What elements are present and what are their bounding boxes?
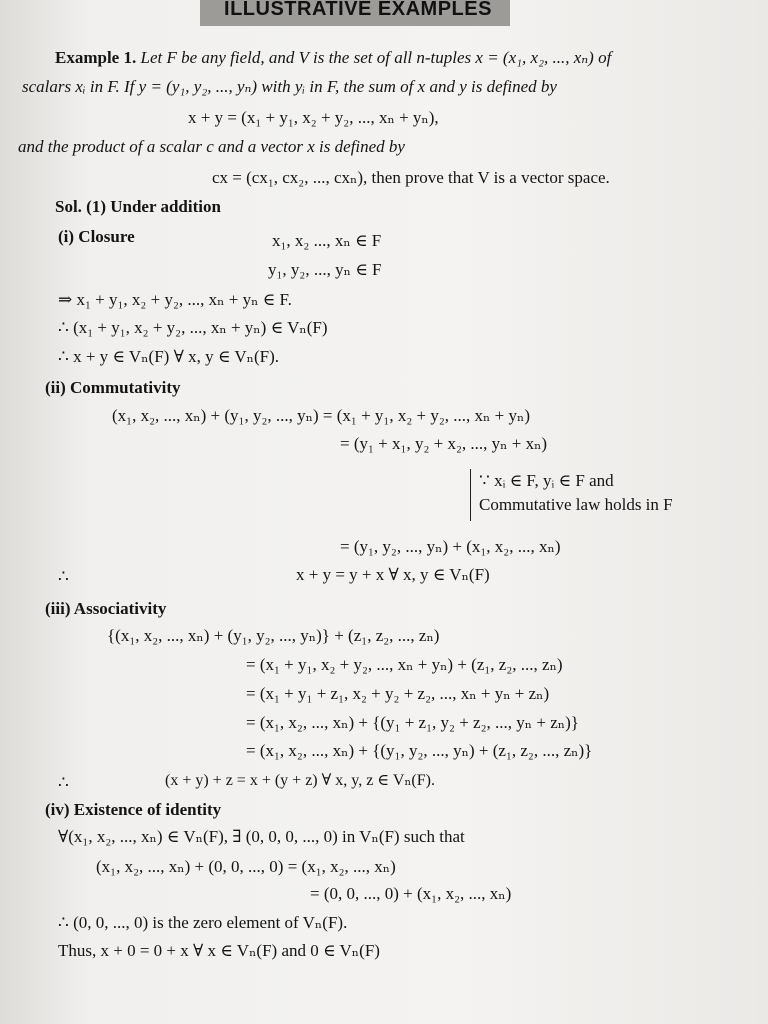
closure-line-c: ⇒ x₁ + y₁, x₂ + y₂, ..., xₙ + yₙ ∈ F. (58, 290, 292, 309)
closure-line-e: ∴ x + y ∈ Vₙ(F) ∀ x, y ∈ Vₙ(F). (58, 347, 280, 366)
example-label: Example 1. (55, 48, 137, 67)
associativity-line-c: = (x₁ + y₁ + z₁, x₂ + y₂ + z₂, ..., xₙ + yₙ + zₙ) (246, 684, 550, 703)
identity-line-b: (x₁, x₂, ..., xₙ) + (0, 0, ..., 0) = (x₁, x₂, ..., xₙ) (96, 857, 396, 876)
associativity-heading: (iii) Associativity (45, 599, 167, 618)
example-text-1: Let F be any field, and V is the set of all n-tuples x = (x₁, x₂, ..., xₙ) of (140, 48, 612, 67)
associativity-line-a: {(x₁, x₂, ..., xₙ) + (y₁, y₂, ..., yₙ)} + (z₁, z₂, ..., zₙ) (107, 626, 440, 645)
associativity-line-d: = (x₁, x₂, ..., xₙ) + {(y₁ + z₁, y₂ + z₂, ..., yₙ + zₙ)} (246, 713, 579, 732)
identity-line-a: ∀(x₁, x₂, ..., xₙ) ∈ Vₙ(F), ∃ (0, 0, 0, ..., 0) in Vₙ(F) such that (58, 827, 465, 846)
example-line-3: x + y = (x₁ + y₁, x₂ + y₂, ..., xₙ + yₙ), (188, 108, 439, 127)
example-line-4: and the product of a scalar c and a vector x is defined by (18, 137, 405, 156)
identity-line-c: = (0, 0, ..., 0) + (x₁, x₂, ..., xₙ) (310, 884, 512, 903)
commutativity-line-b: = (y₁ + x₁, y₂ + x₂, ..., yₙ + xₙ) (340, 434, 548, 453)
example-line-5: cx = (cx₁, cx₂, ..., cxₙ), then prove that V is a vector space. (212, 168, 610, 187)
associativity-line-e: = (x₁, x₂, ..., xₙ) + {(y₁, y₂, ..., yₙ) + (z₁, z₂, ..., zₙ)} (246, 741, 593, 760)
identity-line-e: Thus, x + 0 = 0 + x ∀ x ∈ Vₙ(F) and 0 ∈ Vₙ(F) (58, 941, 380, 960)
identity-heading: (iv) Existence of identity (45, 800, 222, 819)
commutativity-line-c: = (y₁, y₂, ..., yₙ) + (x₁, x₂, ..., xₙ) (340, 537, 561, 556)
closure-heading: (i) Closure (58, 227, 135, 246)
associativity-therefore: ∴ (58, 773, 69, 792)
commutativity-line-d: x + y = y + x ∀ x, y ∈ Vₙ(F) (296, 565, 490, 584)
commutativity-line-a: (x₁, x₂, ..., xₙ) + (y₁, y₂, ..., yₙ) = (x₁ + y₁, x₂ + y₂, ..., xₙ + yₙ) (112, 406, 530, 425)
closure-line-d: ∴ (x₁ + y₁, x₂ + y₂, ..., xₙ + yₙ) ∈ Vₙ(F) (58, 318, 328, 337)
commutativity-heading: (ii) Commutativity (45, 378, 181, 397)
associativity-line-b: = (x₁ + y₁, x₂ + y₂, ..., xₙ + yₙ) + (z₁, z₂, ..., zₙ) (246, 655, 563, 674)
closure-line-b: y₁, y₂, ..., yₙ ∈ F (268, 260, 382, 279)
solution-heading: Sol. (1) Under addition (55, 197, 221, 216)
section-header: ILLUSTRATIVE EXAMPLES (224, 0, 492, 20)
commutativity-justification (470, 469, 719, 521)
associativity-line-f: (x + y) + z = x + (y + z) ∀ x, y, z ∈ Vₙ(F). (165, 772, 435, 789)
commutativity-therefore: ∴ (58, 567, 69, 586)
justification-line-2: Commutative law holds in F (479, 495, 673, 514)
closure-line-a: x₁, x₂ ..., xₙ ∈ F (272, 231, 382, 250)
example-line-1 (55, 48, 611, 68)
justification-line-1: ∵ xᵢ ∈ F, yᵢ ∈ F and (479, 471, 614, 490)
example-line-2: scalars xᵢ in F. If y = (y₁, y₂, ..., yₙ) with yᵢ in F, the sum of x and y is defined by (22, 77, 557, 96)
identity-line-d: ∴ (0, 0, ..., 0) is the zero element of Vₙ(F). (58, 913, 348, 932)
